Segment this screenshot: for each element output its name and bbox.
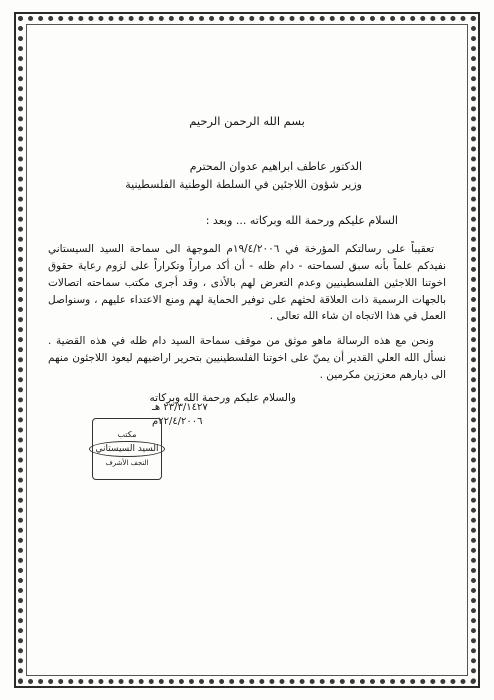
greeting: السلام عليكم ورحمة الله وبركاته ... وبعد : [205, 213, 398, 227]
stamp-name: السيد السيستاني [89, 441, 164, 457]
closing: والسلام عليكم ورحمة الله وبركاته [149, 391, 296, 404]
paragraph-1: تعقيباً على رسالتكم المؤرخة في ١٩/٤/٢٠٠٦م الموجهة الى سماحة السيد السيستاني نفيدكم علماً بأنه سبق لسماحته - دام ظله - أن أكد مراراً وتكراراً على لزوم رعاية حقوق اخوتنا اللاجئين الفلسطينيين وعدم التعرض لهم بالأذى ، وقد أجرى مكتب سماحته اتصالات بالجهات الرسمية ذات العلاقة لحثهم على توفير الحماية لهم ومنع الاعتداء عليهم ، وسنواصل العمل في هذا الاتجاه ان شاء الله تعالى . [48, 243, 446, 323]
office-stamp [92, 418, 162, 480]
stamp-place: النجف الأشرف [105, 459, 149, 468]
stamp-office: مكتب [117, 429, 137, 439]
signature-area [92, 400, 242, 490]
letter-body [48, 112, 446, 406]
addressee: الدكتور عاطف ابراهيم عدوان المحترم [189, 160, 362, 174]
addressee-title: وزير شؤون اللاجئين في السلطة الوطنية الفلسطينية [125, 177, 362, 191]
paragraph-2: ونحن مع هذه الرسالة ماهو موثق من موقف سماحة السيد دام ظله في هذه القضية . نسأل الله العلي القدير أن يمنّ على اخوتنا الفلسطينيين بتحرير اراضيهم ليعود اللاجئون منهم الى ديارهم معززين مكرمين . [48, 335, 446, 381]
date-gregorian: ٢٢/٤/٢٠٠٦م [152, 416, 203, 427]
basmala: بسم الله الرحمن الرحيم [189, 114, 305, 128]
date-hijri: ٢٣/٣/١٤٢٧ هـ [152, 402, 208, 413]
